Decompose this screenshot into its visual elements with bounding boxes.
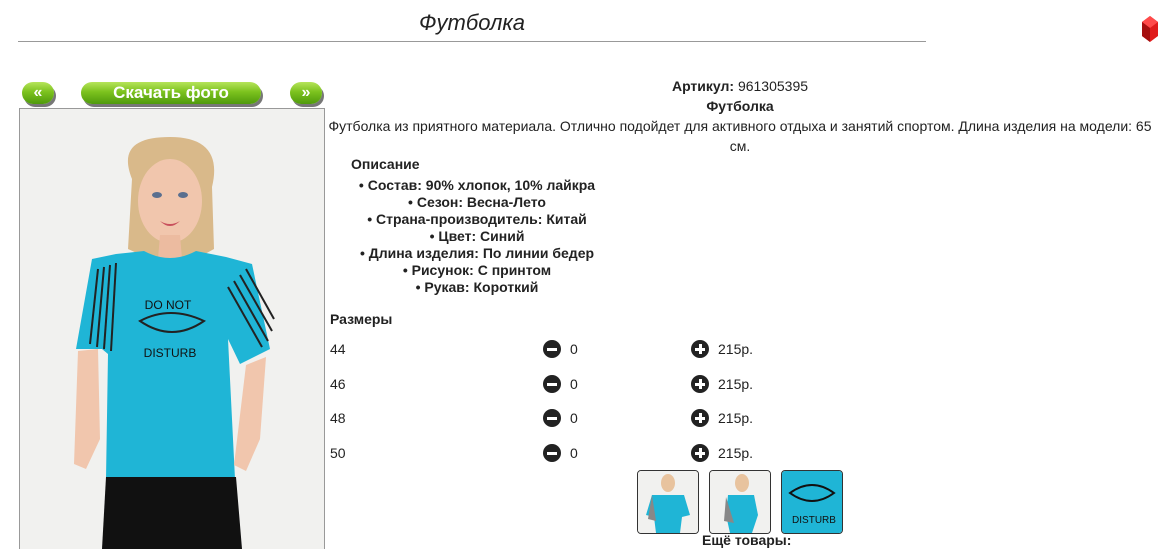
size-label: 48 — [330, 410, 346, 426]
price: 215р. — [718, 376, 754, 392]
prev-photo-button[interactable]: « — [22, 82, 54, 104]
article-line — [326, 76, 1154, 96]
size-row — [330, 374, 770, 396]
shirt-print-bottom: DISTURB — [143, 346, 197, 360]
price: 215р. — [718, 341, 754, 357]
plus-icon[interactable] — [691, 409, 709, 427]
minus-icon[interactable] — [543, 444, 561, 462]
thumbnail-front[interactable] — [637, 470, 699, 534]
size-label: 44 — [330, 341, 346, 357]
page-title: Футболка — [419, 10, 525, 35]
property-item: • Рисунок: С принтом — [402, 262, 552, 278]
product-description: Футболка из приятного материала. Отлично подойдет для активного отдыха и занятий спортом. Длина изделия на модели: 65 см. — [328, 118, 1152, 154]
size-label: 46 — [330, 376, 346, 392]
title-divider — [18, 41, 926, 42]
plus-icon[interactable] — [691, 444, 709, 462]
sizes-heading: Размеры — [330, 311, 393, 327]
red-cube-icon[interactable] — [1142, 14, 1158, 44]
model-photo-illustration — [20, 109, 324, 549]
shirt-print-top: DO NOT — [144, 298, 192, 312]
property-item: • Сезон: Весна-Лето — [408, 194, 546, 210]
thumbnail-image — [638, 471, 698, 533]
product-name: Футболка — [706, 98, 774, 114]
minus-icon[interactable] — [543, 409, 561, 427]
quantity-value: 0 — [570, 376, 578, 392]
property-item: • Страна-производитель: Китай — [367, 211, 587, 227]
plus-icon[interactable] — [691, 340, 709, 358]
next-photo-button[interactable]: » — [290, 82, 322, 104]
thumbnail-side[interactable] — [709, 470, 771, 534]
property-item: • Цвет: Синий — [429, 228, 525, 244]
size-row — [330, 339, 770, 361]
download-photo-button[interactable]: Скачать фото — [81, 82, 261, 104]
size-row — [330, 408, 770, 430]
price: 215р. — [718, 445, 754, 461]
article-value: 961305395 — [737, 78, 809, 94]
property-item: • Рукав: Короткий — [415, 279, 539, 295]
property-item: • Длина изделия: По линии бедер — [359, 245, 595, 261]
product-photo[interactable] — [19, 108, 325, 549]
quantity-value: 0 — [570, 410, 578, 426]
size-label: 50 — [330, 445, 346, 461]
quantity-value: 0 — [570, 445, 578, 461]
thumbnail-image — [710, 471, 770, 533]
minus-icon[interactable] — [543, 375, 561, 393]
description-heading: Описание — [351, 156, 420, 172]
thumb-print-text: DISTURB — [792, 515, 836, 526]
properties-list — [342, 177, 612, 296]
article-label: Артикул: — [671, 78, 735, 94]
minus-icon[interactable] — [543, 340, 561, 358]
plus-icon[interactable] — [691, 375, 709, 393]
more-products-label[interactable]: Ещё товары: — [702, 532, 792, 548]
size-row — [330, 443, 770, 465]
property-item: • Состав: 90% хлопок, 10% лайкра — [358, 177, 596, 193]
quantity-value: 0 — [570, 341, 578, 357]
thumbnail-print[interactable] — [781, 470, 843, 534]
price: 215р. — [718, 410, 754, 426]
thumbnail-image — [782, 471, 842, 533]
